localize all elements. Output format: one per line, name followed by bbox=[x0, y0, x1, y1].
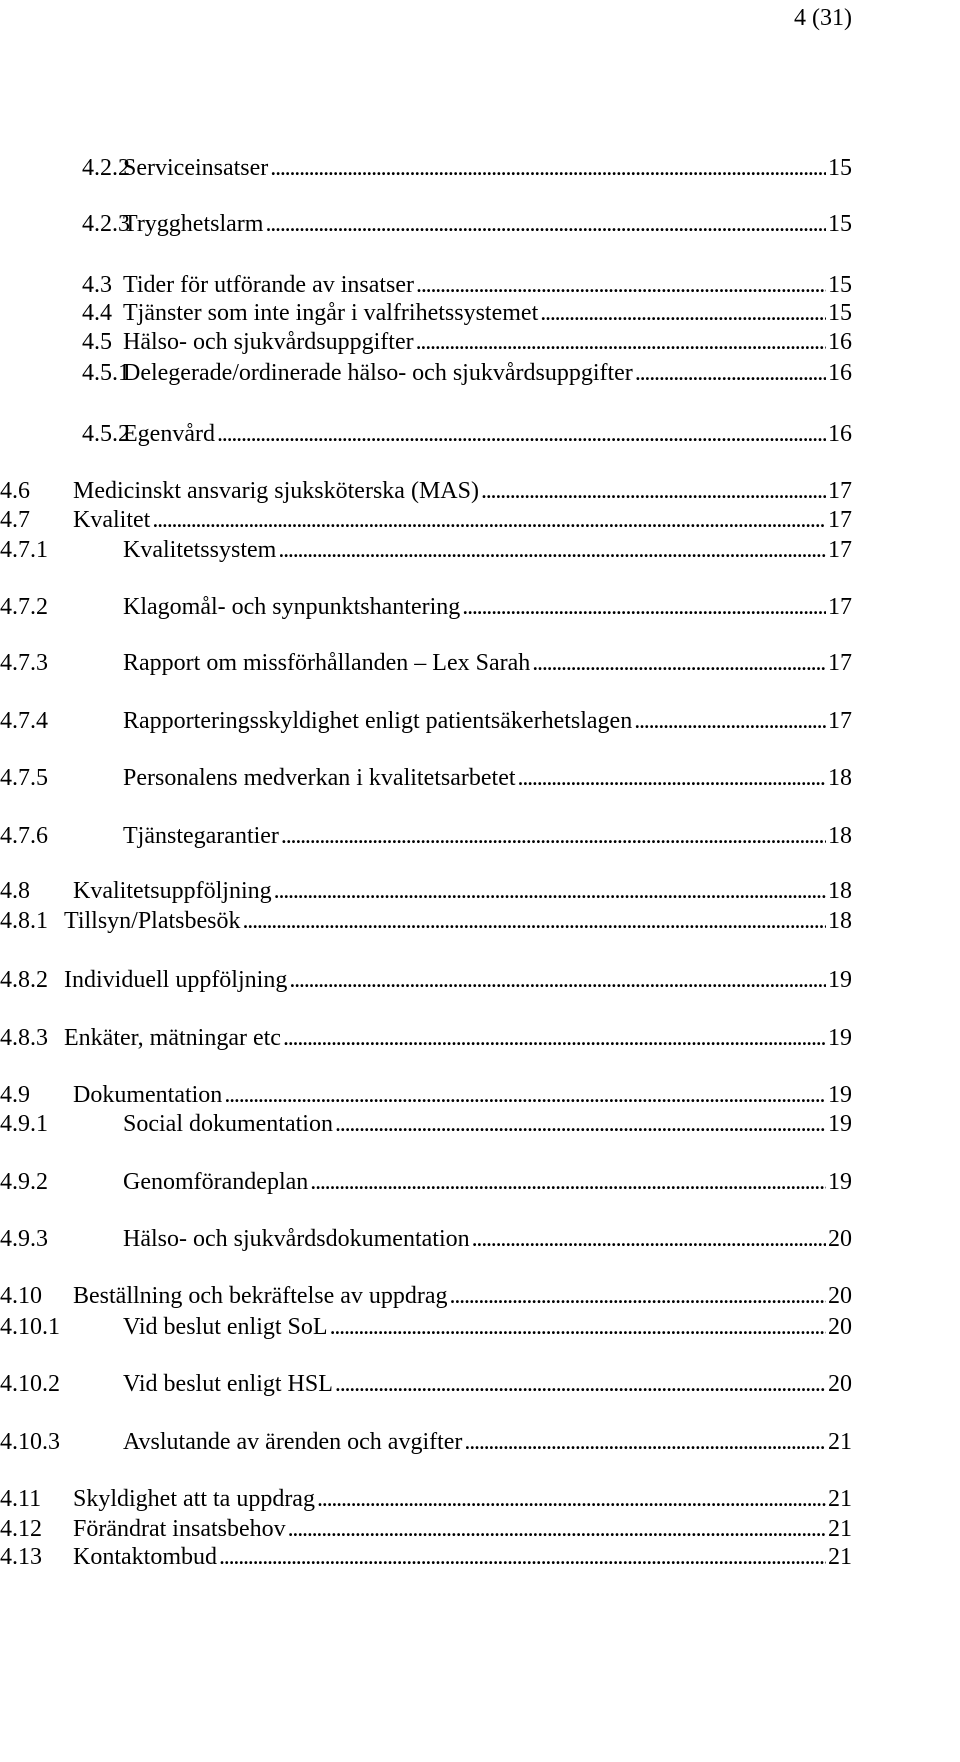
toc-entry[interactable] bbox=[0, 358, 960, 388]
toc-dot-leader bbox=[518, 763, 826, 793]
toc-entry-number: 4.3 bbox=[82, 272, 112, 298]
toc-entry-page: 17 bbox=[828, 537, 852, 563]
toc-entry-page: 20 bbox=[828, 1314, 852, 1340]
toc-entry-page: 15 bbox=[828, 272, 852, 298]
toc-dot-leader bbox=[335, 1109, 826, 1139]
toc-entry-number: 4.9.1 bbox=[0, 1111, 48, 1137]
toc-entry-page: 18 bbox=[828, 878, 852, 904]
toc-entry[interactable] bbox=[0, 1023, 960, 1053]
toc-entry-title: Serviceinsatser bbox=[123, 155, 269, 181]
toc-entry-title: Tillsyn/Platsbesök bbox=[64, 908, 241, 934]
toc-entry-page: 16 bbox=[828, 360, 852, 386]
toc-entry[interactable] bbox=[0, 1312, 960, 1342]
toc-entry-title: Beställning och bekräftelse av uppdrag bbox=[73, 1283, 448, 1309]
toc-dot-leader bbox=[278, 535, 826, 565]
toc-dot-leader bbox=[634, 706, 826, 736]
toc-entry-page: 17 bbox=[828, 650, 852, 676]
toc-entry-page: 17 bbox=[828, 478, 852, 504]
toc-entry-title: Avslutande av ärenden och avgifter bbox=[123, 1429, 463, 1455]
toc-entry-title: Individuell uppföljning bbox=[64, 967, 288, 993]
toc-dot-leader bbox=[283, 1023, 826, 1053]
toc-entry[interactable] bbox=[0, 1427, 960, 1457]
toc-dot-leader bbox=[330, 1312, 826, 1342]
toc-entry[interactable] bbox=[0, 592, 960, 622]
toc-entry-title: Vid beslut enligt SoL bbox=[123, 1314, 328, 1340]
toc-entry-page: 18 bbox=[828, 823, 852, 849]
toc-entry[interactable] bbox=[0, 153, 960, 183]
toc-entry-title: Trygghetslarm bbox=[123, 211, 264, 237]
toc-entry[interactable] bbox=[0, 476, 960, 506]
toc-entry-number: 4.10 bbox=[0, 1283, 42, 1309]
toc-entry-number: 4.7.6 bbox=[0, 823, 48, 849]
toc-entry-page: 17 bbox=[828, 594, 852, 620]
toc-entry-number: 4.5 bbox=[82, 329, 112, 355]
toc-entry-title: Tider för utförande av insatser bbox=[123, 272, 415, 298]
toc-entry[interactable] bbox=[0, 1109, 960, 1139]
toc-entry-title: Egenvård bbox=[123, 421, 215, 447]
toc-entry-number: 4.8.2 bbox=[0, 967, 48, 993]
toc-dot-leader bbox=[317, 1484, 826, 1514]
toc-entry-title: Kvalitet bbox=[73, 507, 151, 533]
toc-entry-title: Tjänstegarantier bbox=[123, 823, 279, 849]
toc-entry-title: Genomförandeplan bbox=[123, 1169, 309, 1195]
toc-dot-leader bbox=[274, 876, 826, 906]
toc-entry-title: Kontaktombud bbox=[73, 1544, 217, 1570]
toc-entry-number: 4.8.3 bbox=[0, 1025, 48, 1051]
toc-dot-leader bbox=[270, 153, 826, 183]
toc-entry[interactable] bbox=[0, 1224, 960, 1254]
toc-dot-leader bbox=[532, 648, 826, 678]
toc-dot-leader bbox=[464, 1427, 826, 1457]
toc-entry-page: 21 bbox=[828, 1486, 852, 1512]
toc-entry-page: 16 bbox=[828, 329, 852, 355]
toc-entry[interactable] bbox=[0, 1167, 960, 1197]
toc-entry-page: 15 bbox=[828, 211, 852, 237]
toc-entry[interactable] bbox=[0, 906, 960, 936]
toc-entry-title: Kvalitetssystem bbox=[123, 537, 277, 563]
toc-entry[interactable] bbox=[0, 965, 960, 995]
toc-entry-title: Enkäter, mätningar etc bbox=[64, 1025, 281, 1051]
toc-dot-leader bbox=[472, 1224, 826, 1254]
toc-entry-page: 19 bbox=[828, 1169, 852, 1195]
toc-entry-title: Rapport om missförhållanden – Lex Sarah bbox=[123, 650, 531, 676]
toc-entry-number: 4.13 bbox=[0, 1544, 42, 1570]
toc-entry-title: Förändrat insatsbehov bbox=[73, 1516, 286, 1542]
toc-entry-page: 19 bbox=[828, 1025, 852, 1051]
toc-dot-leader bbox=[217, 419, 826, 449]
toc-dot-leader bbox=[265, 209, 826, 239]
toc-entry-title: Kvalitetsuppföljning bbox=[73, 878, 272, 904]
toc-entry-page: 19 bbox=[828, 1111, 852, 1137]
toc-entry[interactable] bbox=[0, 270, 960, 300]
toc-entry-number: 4.8.1 bbox=[0, 908, 48, 934]
toc-entry[interactable] bbox=[0, 706, 960, 736]
toc-entry-page: 17 bbox=[828, 708, 852, 734]
toc-entry-number: 4.7.1 bbox=[0, 537, 48, 563]
toc-entry-title: Klagomål- och synpunktshantering bbox=[123, 594, 461, 620]
toc-entry-title: Rapporteringsskyldighet enligt patientsäkerhetslagen bbox=[123, 708, 633, 734]
toc-entry-page: 20 bbox=[828, 1371, 852, 1397]
toc-entry[interactable] bbox=[0, 419, 960, 449]
toc-dot-leader bbox=[462, 592, 826, 622]
toc-entry-page: 18 bbox=[828, 765, 852, 791]
toc-entry[interactable] bbox=[0, 1281, 960, 1311]
toc-entry-title: Tjänster som inte ingår i valfrihetssystemet bbox=[123, 300, 539, 326]
toc-dot-leader bbox=[416, 327, 826, 357]
toc-entry-page: 21 bbox=[828, 1544, 852, 1570]
toc-dot-leader bbox=[540, 298, 826, 328]
toc-entry[interactable] bbox=[0, 821, 960, 851]
toc-entry-title: Hälso- och sjukvårdsuppgifter bbox=[123, 329, 414, 355]
toc-entry-number: 4.9.3 bbox=[0, 1226, 48, 1252]
toc-dot-leader bbox=[635, 358, 826, 388]
toc-entry-number: 4.7 bbox=[0, 507, 30, 533]
toc-entry-page: 21 bbox=[828, 1516, 852, 1542]
toc-entry-page: 17 bbox=[828, 507, 852, 533]
toc-entry[interactable] bbox=[0, 209, 960, 239]
toc-entry-title: Vid beslut enligt HSL bbox=[123, 1371, 333, 1397]
toc-entry-number: 4.7.2 bbox=[0, 594, 48, 620]
toc-entry-number: 4.7.3 bbox=[0, 650, 48, 676]
toc-entry[interactable] bbox=[0, 1484, 960, 1514]
toc-entry-number: 4.9 bbox=[0, 1082, 30, 1108]
toc-dot-leader bbox=[450, 1281, 826, 1311]
toc-entry-number: 4.2.2 bbox=[82, 155, 130, 181]
toc-entry-number: 4.8 bbox=[0, 878, 30, 904]
toc-entry-page: 19 bbox=[828, 967, 852, 993]
toc-dot-leader bbox=[289, 965, 826, 995]
toc-entry-number: 4.2.3 bbox=[82, 211, 130, 237]
toc-entry[interactable] bbox=[0, 327, 960, 357]
toc-entry-page: 18 bbox=[828, 908, 852, 934]
toc-entry-number: 4.4 bbox=[82, 300, 112, 326]
toc-entry[interactable] bbox=[0, 648, 960, 678]
toc-entry-page: 16 bbox=[828, 421, 852, 447]
toc-entry-page: 15 bbox=[828, 155, 852, 181]
toc-entry[interactable] bbox=[0, 1369, 960, 1399]
toc-entry-number: 4.12 bbox=[0, 1516, 42, 1542]
page-number: 4 (31) bbox=[794, 5, 852, 31]
toc-entry[interactable] bbox=[0, 1080, 960, 1110]
toc-entry[interactable] bbox=[0, 876, 960, 906]
toc-entry-title: Hälso- och sjukvårdsdokumentation bbox=[123, 1226, 470, 1252]
toc-entry-number: 4.5.1 bbox=[82, 360, 130, 386]
toc-dot-leader bbox=[224, 1080, 826, 1110]
toc-dot-leader bbox=[310, 1167, 826, 1197]
toc-entry-page: 20 bbox=[828, 1283, 852, 1309]
toc-entry-number: 4.11 bbox=[0, 1486, 42, 1512]
toc-entry[interactable] bbox=[0, 298, 960, 328]
toc-entry[interactable] bbox=[0, 535, 960, 565]
toc-entry-page: 19 bbox=[828, 1082, 852, 1108]
toc-entry-number: 4.7.5 bbox=[0, 765, 48, 791]
toc-entry-number: 4.5.2 bbox=[82, 421, 130, 447]
toc-entry[interactable] bbox=[0, 763, 960, 793]
toc-entry-number: 4.9.2 bbox=[0, 1169, 48, 1195]
toc-entry-number: 4.7.4 bbox=[0, 708, 48, 734]
toc-dot-leader bbox=[288, 1514, 826, 1544]
toc-entry-title: Personalens medverkan i kvalitetsarbetet bbox=[123, 765, 516, 791]
toc-entry-title: Skyldighet att ta uppdrag bbox=[73, 1486, 315, 1512]
toc-entry-page: 20 bbox=[828, 1226, 852, 1252]
toc-dot-leader bbox=[281, 821, 826, 851]
toc-entry-page: 21 bbox=[828, 1429, 852, 1455]
toc-dot-leader bbox=[219, 1542, 826, 1572]
toc-entry-title: Social dokumentation bbox=[123, 1111, 333, 1137]
toc-entry-number: 4.10.1 bbox=[0, 1314, 60, 1340]
toc-entry-title: Delegerade/ordinerade hälso- och sjukvårdsuppgifter bbox=[123, 360, 633, 386]
toc-dot-leader bbox=[416, 270, 826, 300]
toc-entry-title: Dokumentation bbox=[73, 1082, 223, 1108]
toc-dot-leader bbox=[481, 476, 826, 506]
toc-entry-number: 4.10.3 bbox=[0, 1429, 60, 1455]
toc-entry-page: 15 bbox=[828, 300, 852, 326]
toc-entry[interactable] bbox=[0, 1542, 960, 1572]
toc-entry-number: 4.6 bbox=[0, 478, 30, 504]
toc-entry[interactable] bbox=[0, 505, 960, 535]
toc-entry-number: 4.10.2 bbox=[0, 1371, 60, 1397]
toc-entry[interactable] bbox=[0, 1514, 960, 1544]
toc-dot-leader bbox=[152, 505, 826, 535]
toc-dot-leader bbox=[335, 1369, 826, 1399]
toc-dot-leader bbox=[243, 906, 827, 936]
toc-entry-title: Medicinskt ansvarig sjuksköterska (MAS) bbox=[73, 478, 479, 504]
